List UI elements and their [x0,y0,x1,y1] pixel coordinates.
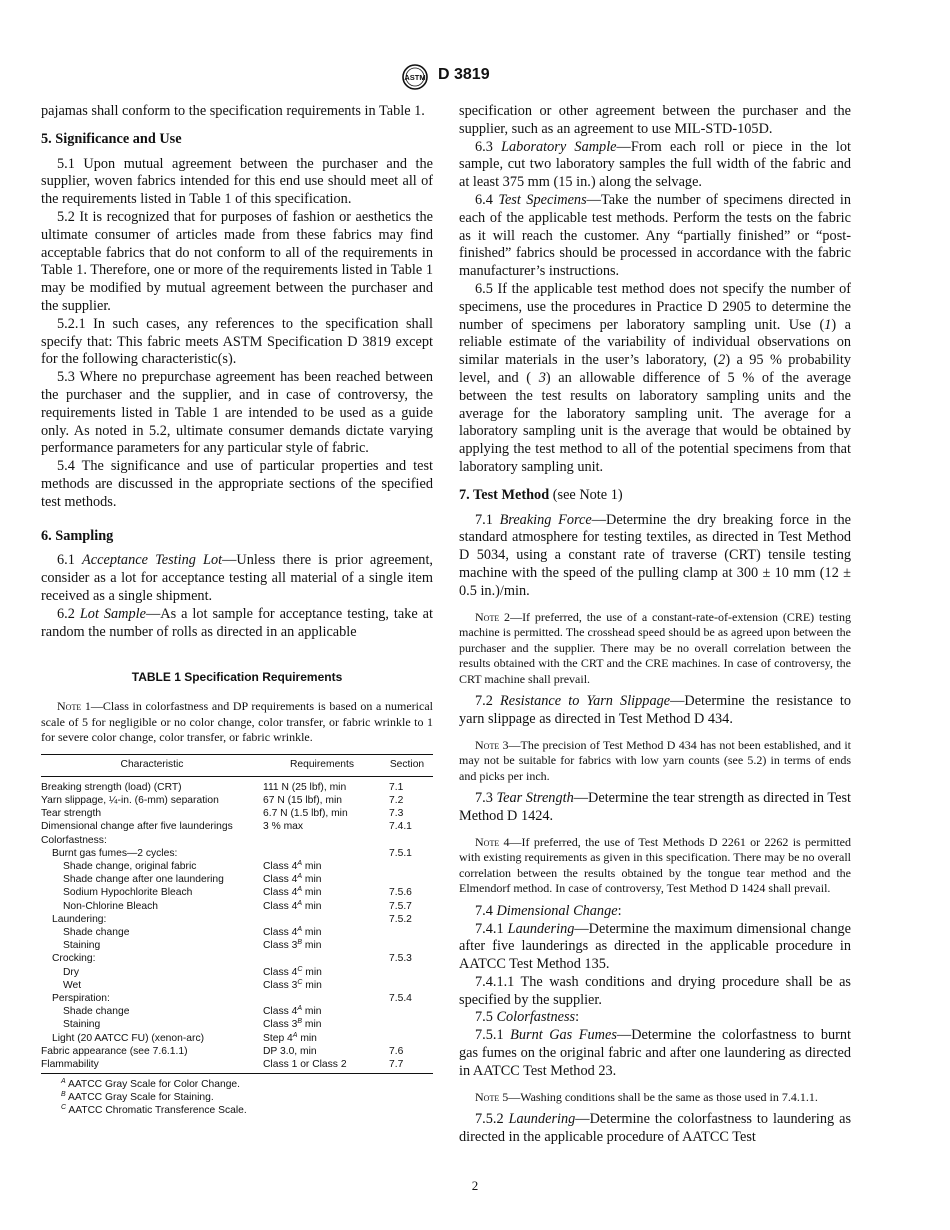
table-row [41,1058,433,1074]
note-2: Note 2—If preferred, the use of a constant-rate-of-extension (CRE) testing machine is permitted. The crosshead speed should be as agreed upon between the purchaser and the supplier. There may be no overall correlation between the results obtained with the CRT and the CRE machines. In case of controversy, the CRT machine shall prevail. [459,609,851,686]
table-row [41,820,433,833]
requirement-cell [263,834,381,847]
para-5-3: 5.3 Where no prepurchase agreement has been reached between the purchaser and the supplier, and in case of controversy, the requirements listed in Table 1 are intended to be used as a guide only. As noted in 5.2, ultimate consumer demands dictate varying performance parameters for any particular style of fabric. [41,369,433,457]
table-row [41,992,433,1005]
requirement-cell: Class $3^B$ min [263,1018,322,1031]
table-1-title: TABLE 1 Specification Requirements [131,670,343,685]
table-row [41,776,433,794]
section-cell: 7.5.7 [389,900,412,912]
para-7-4: 7.4 Dimensional Change: [475,902,622,919]
para-7-3: 7.3 Tear Strength—Determine the tear strength as directed in Test Method D 1424. [459,790,852,824]
characteristic-cell: Wet [63,979,82,991]
characteristic-cell: Fabric appearance (see 7.6.1.1) [41,1045,188,1057]
section-cell [381,979,433,992]
para-7-4-1-1: 7.4.1.1 The wash conditions and drying procedure shall be as specified by the supplier. [459,973,851,1008]
section-cell: 7.5.4 [389,993,412,1005]
document-id: D 3819 [438,66,490,83]
section-cell: 7.5.1 [389,847,412,859]
column-header: Characteristic [41,754,263,776]
characteristic-cell: Shade change, original fabric [63,861,197,873]
requirement-cell: 111 N (25 lbf), min [263,781,347,793]
section-6-heading: 6. Sampling [41,527,114,544]
requirement-cell: Class $3^C$ min [263,978,322,991]
para-7-2: 7.2 Resistance to Yarn Slippage—Determine the resistance to yarn slippage as directed in Test Method D 434. [459,693,851,727]
section-cell: 7.7 [381,1058,433,1074]
page-number: 2 [471,1178,479,1193]
table-footnote: $^B$ AATCC Gray Scale for Staining. [61,1091,214,1104]
characteristic-cell: Burnt gas fumes—2 cycles: [52,847,178,859]
table-row [41,860,433,873]
para-5-4: 5.4 The significance and use of particular properties and test methods are discussed in the appropriate sections of the specified test methods. [41,458,433,510]
section-cell: 7.5.6 [389,887,412,899]
column-header: Section [381,754,433,776]
requirement-cell: Class $4^A$ min [263,860,322,873]
characteristic-cell: Shade change [63,1006,130,1018]
left-column [41,103,433,1117]
characteristic-cell: Perspiration: [52,993,110,1005]
page-header [0,64,950,90]
table-footnote: $^C$ AATCC Chromatic Transference Scale. [61,1104,247,1117]
para-6-5: 6.5 If the applicable test method does not specify the number of specimens, use the procedures in Practice D 2905 to determine the number of specimens per laboratory sampling unit. Use (1) a reliable estimate of the variability of individual observations on similar materials in the user’s laboratory, (2) a 95 % probability level, and ( 3) an allowable difference of 5 % of the average between the test results on laboratory sampling units and the average for the laboratory sampling unit. The average for a laboratory sampling unit is the average that would be obtained by applying the test method to all of the potential specimens from that laboratory sampling unit. [459,280,852,475]
section-cell: 7.1 [389,781,404,793]
requirement-cell [263,952,381,965]
characteristic-cell: Dry [63,966,80,978]
requirement-cell: Class $4^C$ min [263,965,322,978]
column-header: Requirements [263,754,381,776]
requirement-cell: Class $4^A$ min [263,926,322,939]
continued-paragraph: specification or other agreement between the purchaser and the supplier, such as an agreement to use MIL-STD-105D. [459,103,851,137]
table-row [41,1045,433,1058]
table-row [41,900,433,913]
requirement-cell: DP 3.0, min [263,1045,317,1057]
table-row [41,952,433,965]
note-5: Note 5—Washing conditions shall be the same as those used in 7.4.1.1. [475,1089,818,1104]
para-5-1: 5.1 Upon mutual agreement between the purchaser and the supplier, woven fabrics intended for this end use should meet all of the requirements listed in Table 1 of this specification. [41,155,433,208]
table-row [41,913,433,926]
section-cell: 7.5.2 [389,913,412,925]
characteristic-cell: Dimensional change after five launderings [41,821,233,833]
characteristic-cell: Breaking strength (load) (CRT) [41,781,182,793]
para-7-1: 7.1 Breaking Force—Determine the dry breaking force in the standard atmosphere for testing textiles, as directed in Test Method D 5034, using a constant rate of traverse (CRT) tensile testing machine with the speed of the pulling clamp at 300 ± 10 mm (12 ± 0.5 in.)/min. [459,511,851,599]
section-cell [381,1005,433,1018]
table-row [41,1005,433,1018]
astm-logo-text: ASTM [404,73,426,82]
para-7-5: 7.5 Colorfastness: [475,1009,580,1026]
section-cell [381,873,433,886]
requirement-cell: Step $4^A$ min [263,1031,317,1044]
table-row [41,966,433,979]
para-6-1: 6.1 Acceptance Testing Lot—Unless there is prior agreement, consider as a lot for acceptance testing all material of a single item received as a single shipment. [41,552,434,604]
characteristic-cell: Crocking: [52,953,96,965]
section-cell: 7.3 [389,808,404,820]
astm-logo-icon [398,64,432,90]
section-cell [381,966,433,979]
section-7-heading: 7. Test Method (see Note 1) [459,486,623,503]
table-row [41,873,433,886]
table-row [41,939,433,952]
table-footnote: $^A$ AATCC Gray Scale for Color Change. [61,1078,241,1091]
section-cell [381,1018,433,1031]
requirement-cell: Class $4^A$ min [263,1005,322,1018]
requirement-cell: 3 % max [263,821,304,833]
characteristic-cell: Tear strength [41,808,102,820]
section-cell: 7.6 [389,1045,404,1057]
para-7-5-1: 7.5.1 Burnt Gas Fumes—Determine the colorfastness to burnt gas fumes on the original fabric and after one laundering as directed in AATCC Test Method 23. [459,1027,852,1079]
table-row [41,807,433,820]
characteristic-cell: Non-Chlorine Bleach [63,900,159,912]
characteristic-cell: Yarn slippage, ¼-in. (6-mm) separation [41,795,219,807]
para-6-2: 6.2 Lot Sample—As a lot sample for acceptance testing, take at random the number of rolls as directed in an applicable [41,605,433,640]
characteristic-cell: Shade change after one laundering [63,874,224,886]
note-4: Note 4—If preferred, the use of Test Methods D 2261 or 2262 is permitted with existing requirements as given in this specification. There may be no overall correlation between the results obtained by the tongue tear method and the Elmendorf method. In case of controversy, Test Method D 1424 shall prevail. [459,834,852,896]
requirement-cell: Class $4^A$ min [263,899,322,912]
characteristic-cell: Colorfastness: [41,834,107,846]
characteristic-cell: Flammability [41,1059,99,1071]
characteristic-cell: Laundering: [52,913,107,925]
requirement-cell [263,992,381,1005]
table-footnotes [41,1078,433,1117]
characteristic-cell: Sodium Hypochlorite Bleach [63,887,193,899]
characteristic-cell: Staining [63,940,101,952]
section-cell [381,1032,433,1045]
requirement-cell [263,847,381,860]
para-7-5-2: 7.5.2 Laundering—Determine the colorfastness to laundering as directed in the applicable procedure of AATCC Test [459,1111,852,1145]
section-cell: 7.5.3 [389,953,412,965]
para-6-4: 6.4 Test Specimens—Take the number of specimens directed in each of the applicable test methods. Perform the tests on the fabric as it will reach the customer. Any “partially finished” or “post-finished” fabrics should be processed in accordance with the fabric manufacturer’s instructions. [459,191,851,280]
characteristic-cell: Staining [63,1019,101,1031]
note-3: Note 3—The precision of Test Method D 434 has not been established, and it may not be suitable for fabrics with low yarn counts (see 5.2) in terms of ends and picks per inch. [459,737,851,783]
table-row [41,886,433,899]
table-row [41,847,433,860]
characteristic-cell: Light (20 AATCC FU) (xenon-arc) [52,1032,205,1044]
specification-table [41,754,433,1075]
para-5-2-1: 5.2.1 In such cases, any references to the specification shall specify that: This fabric meets ASTM Specification D 3819 except for the following characteristic(s). [41,315,433,368]
requirement-cell: 67 N (15 lbf), min [263,795,342,807]
table-row [41,926,433,939]
section-cell [381,926,433,939]
para-5-2: 5.2 It is recognized that for purposes of fashion or aesthetics the ultimate consumer of articles made from these fabrics may find acceptable fabrics that do not conform to all of the requirements in Table 1. Therefore, one or more of the requirements listed in Table 1 may be modified by mutual agreement between the purchaser and the supplier. [41,208,433,314]
table-row [41,979,433,992]
requirement-cell: Class $4^A$ min [263,873,322,886]
requirement-cell [263,913,381,926]
requirement-cell: Class $3^B$ min [263,939,322,952]
table-row [41,834,433,847]
section-5-heading: 5. Significance and Use [41,130,182,147]
requirement-cell: Class 1 or Class 2 [263,1058,381,1074]
right-column [459,103,851,1147]
table-row [41,1018,433,1031]
para-7-4-1: 7.4.1 Laundering—Determine the maximum dimensional change after five launderings as directed in the applicable procedure in AATCC Test Method 135. [459,920,851,973]
section-cell [381,834,433,847]
table-1-note: Note 1—Class in colorfastness and DP requirements is based on a numerical scale of 5 for negligible or no color change, color transfer, or fabric wrinkle to 1 for severe color change, color transfer, or fabric wrinkle. [41,699,434,745]
section-cell [381,939,433,952]
table-row [41,1032,433,1045]
requirement-cell: 6.7 N (1.5 lbf), min [263,808,348,820]
table-row [41,794,433,807]
section-cell [381,860,433,873]
requirement-cell: Class $4^A$ min [263,886,322,899]
characteristic-cell: Shade change [63,927,130,939]
para-6-3: 6.3 Laboratory Sample—From each roll or piece in the lot sample, cut two laboratory samples the full width of the fabric and at least 375 mm (15 in.) along the selvage. [459,138,851,191]
section-cell: 7.4.1 [389,821,412,833]
intro-paragraph: pajamas shall conform to the specification requirements in Table 1. [41,103,425,119]
section-cell: 7.2 [389,795,404,807]
